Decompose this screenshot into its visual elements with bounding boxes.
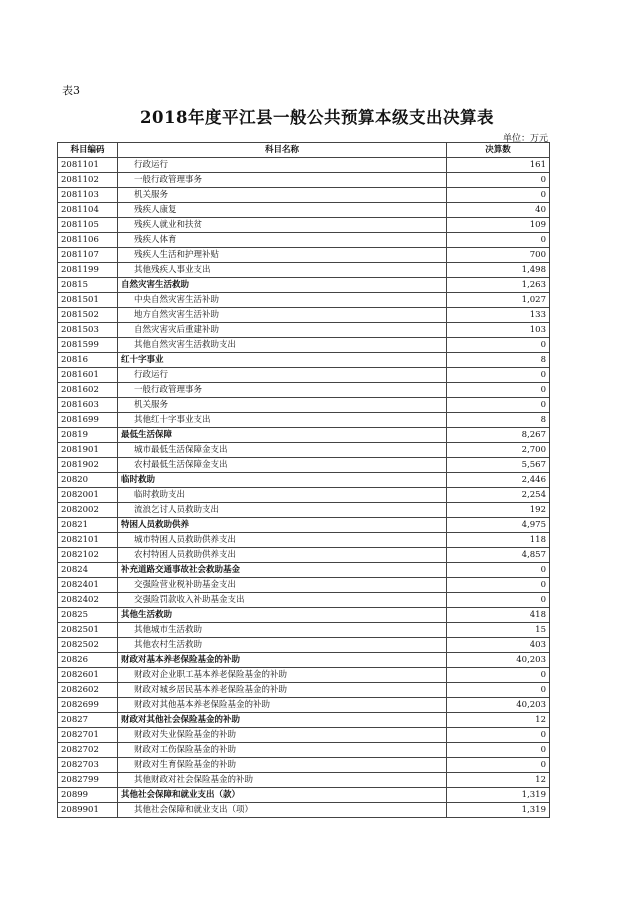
row-code: 2081103: [58, 188, 118, 203]
table-row: [58, 218, 550, 233]
row-code: 20899: [58, 788, 118, 803]
table-body: [58, 158, 550, 818]
row-name: 行政运行: [118, 158, 447, 173]
row-value: 2,700: [447, 443, 550, 458]
table-row: [58, 803, 550, 818]
table-row: [58, 593, 550, 608]
row-value: 8: [447, 413, 550, 428]
table-row: [58, 158, 550, 173]
table-row: [58, 668, 550, 683]
row-value: 0: [447, 578, 550, 593]
table-number-label: 表3: [62, 84, 80, 97]
table-row: [58, 368, 550, 383]
row-value: 0: [447, 683, 550, 698]
row-code: 2081601: [58, 368, 118, 383]
row-name: 其他农村生活救助: [118, 638, 447, 653]
row-code: 20827: [58, 713, 118, 728]
row-code: 2082401: [58, 578, 118, 593]
row-name: 农村最低生活保障金支出: [118, 458, 447, 473]
row-code: 2081902: [58, 458, 118, 473]
row-name: 财政对工伤保险基金的补助: [118, 743, 447, 758]
page-title: 2018年度平江县一般公共预算本级支出决算表: [140, 108, 494, 127]
row-name: 交强险罚款收入补助基金支出: [118, 593, 447, 608]
table-row: [58, 608, 550, 623]
row-value: 0: [447, 338, 550, 353]
row-name: 最低生活保障: [118, 428, 447, 443]
expenditure-table: [57, 142, 550, 818]
table-row: [58, 203, 550, 218]
row-code: 2081503: [58, 323, 118, 338]
table-row: [58, 308, 550, 323]
table-row: [58, 188, 550, 203]
row-code: 2082501: [58, 623, 118, 638]
row-code: 2081502: [58, 308, 118, 323]
row-name: 机关服务: [118, 398, 447, 413]
row-code: 2081106: [58, 233, 118, 248]
row-name: 财政对基本养老保险基金的补助: [118, 653, 447, 668]
table-row: [58, 353, 550, 368]
row-code: 2081107: [58, 248, 118, 263]
row-value: 15: [447, 623, 550, 638]
row-code: 2081603: [58, 398, 118, 413]
table-row: [58, 323, 550, 338]
row-name: 补充道路交通事故社会救助基金: [118, 563, 447, 578]
row-value: 40,203: [447, 653, 550, 668]
unit-label: 单位：万元: [502, 134, 548, 144]
row-code: 2082001: [58, 488, 118, 503]
table-row: [58, 278, 550, 293]
table-row: [58, 458, 550, 473]
row-code: 2082002: [58, 503, 118, 518]
row-code: 2081105: [58, 218, 118, 233]
row-value: 0: [447, 233, 550, 248]
table-row: [58, 503, 550, 518]
row-code: 2082101: [58, 533, 118, 548]
table-row: [58, 173, 550, 188]
row-code: 2081602: [58, 383, 118, 398]
row-name: 其他自然灾害生活救助支出: [118, 338, 447, 353]
row-value: 0: [447, 758, 550, 773]
row-code: 2081501: [58, 293, 118, 308]
table-row: [58, 728, 550, 743]
row-value: 12: [447, 773, 550, 788]
row-code: 2081199: [58, 263, 118, 278]
row-name: 残疾人康复: [118, 203, 447, 218]
table-row: [58, 743, 550, 758]
row-value: 192: [447, 503, 550, 518]
row-value: 1,319: [447, 788, 550, 803]
row-value: 1,027: [447, 293, 550, 308]
row-value: 109: [447, 218, 550, 233]
row-code: 2082702: [58, 743, 118, 758]
row-code: 2081901: [58, 443, 118, 458]
table-row: [58, 773, 550, 788]
row-code: 20820: [58, 473, 118, 488]
row-code: 2082799: [58, 773, 118, 788]
row-value: 0: [447, 173, 550, 188]
table-row: [58, 518, 550, 533]
row-value: 4,857: [447, 548, 550, 563]
table-row: [58, 263, 550, 278]
row-name: 临时救助支出: [118, 488, 447, 503]
table-row: [58, 488, 550, 503]
row-name: 农村特困人员救助供养支出: [118, 548, 447, 563]
row-code: 20816: [58, 353, 118, 368]
row-name: 残疾人就业和扶贫: [118, 218, 447, 233]
row-value: 103: [447, 323, 550, 338]
table-row: [58, 413, 550, 428]
row-value: 0: [447, 188, 550, 203]
row-name: 一般行政管理事务: [118, 173, 447, 188]
row-code: 2082602: [58, 683, 118, 698]
row-value: 40: [447, 203, 550, 218]
row-name: 自然灾害生活救助: [118, 278, 447, 293]
row-value: 418: [447, 608, 550, 623]
row-name: 流浪乞讨人员救助支出: [118, 503, 447, 518]
row-code: 2082502: [58, 638, 118, 653]
table-row: [58, 473, 550, 488]
row-name: 财政对城乡居民基本养老保险基金的补助: [118, 683, 447, 698]
table-row: [58, 338, 550, 353]
row-name: 特困人员救助供养: [118, 518, 447, 533]
row-code: 20824: [58, 563, 118, 578]
row-value: 12: [447, 713, 550, 728]
row-value: 0: [447, 383, 550, 398]
row-value: 0: [447, 593, 550, 608]
row-name: 财政对其他社会保险基金的补助: [118, 713, 447, 728]
row-value: 2,446: [447, 473, 550, 488]
row-name: 城市最低生活保障金支出: [118, 443, 447, 458]
row-code: 2082402: [58, 593, 118, 608]
table-row: [58, 758, 550, 773]
row-code: 2081599: [58, 338, 118, 353]
row-value: 0: [447, 563, 550, 578]
row-code: 20815: [58, 278, 118, 293]
row-value: 8,267: [447, 428, 550, 443]
row-value: 0: [447, 728, 550, 743]
table-row: [58, 683, 550, 698]
row-value: 0: [447, 668, 550, 683]
table-row: [58, 428, 550, 443]
row-name: 城市特困人员救助供养支出: [118, 533, 447, 548]
header-value: 决算数: [447, 143, 550, 158]
row-name: 残疾人生活和护理补贴: [118, 248, 447, 263]
header-code: 科目编码: [58, 143, 118, 158]
row-name: 红十字事业: [118, 353, 447, 368]
row-value: 2,254: [447, 488, 550, 503]
row-name: 行政运行: [118, 368, 447, 383]
row-code: 2089901: [58, 803, 118, 818]
row-value: 118: [447, 533, 550, 548]
row-name: 财政对失业保险基金的补助: [118, 728, 447, 743]
row-name: 临时救助: [118, 473, 447, 488]
row-value: 40,203: [447, 698, 550, 713]
row-name: 其他社会保障和就业支出（款）: [118, 788, 447, 803]
table-row: [58, 638, 550, 653]
table-row: [58, 533, 550, 548]
row-value: 0: [447, 743, 550, 758]
row-name: 其他社会保障和就业支出（项）: [118, 803, 447, 818]
row-name: 其他城市生活救助: [118, 623, 447, 638]
table-row: [58, 398, 550, 413]
table-row: [58, 443, 550, 458]
row-code: 2081102: [58, 173, 118, 188]
row-value: 4,975: [447, 518, 550, 533]
table-row: [58, 713, 550, 728]
row-name: 机关服务: [118, 188, 447, 203]
row-name: 其他财政对社会保险基金的补助: [118, 773, 447, 788]
table-row: [58, 788, 550, 803]
table-row: [58, 383, 550, 398]
row-name: 一般行政管理事务: [118, 383, 447, 398]
row-code: 2081101: [58, 158, 118, 173]
row-code: 2081104: [58, 203, 118, 218]
row-name: 自然灾害灾后重建补助: [118, 323, 447, 338]
table-row: [58, 548, 550, 563]
table-row: [58, 233, 550, 248]
row-name: 其他生活救助: [118, 608, 447, 623]
row-code: 20825: [58, 608, 118, 623]
row-value: 0: [447, 398, 550, 413]
row-name: 财政对生育保险基金的补助: [118, 758, 447, 773]
row-name: 财政对其他基本养老保险基金的补助: [118, 698, 447, 713]
row-name: 其他红十字事业支出: [118, 413, 447, 428]
table-header-row: [58, 143, 550, 158]
row-code: 20821: [58, 518, 118, 533]
row-value: 161: [447, 158, 550, 173]
row-code: 2082703: [58, 758, 118, 773]
row-value: 1,263: [447, 278, 550, 293]
row-value: 403: [447, 638, 550, 653]
row-name: 残疾人体育: [118, 233, 447, 248]
row-value: 133: [447, 308, 550, 323]
table-row: [58, 623, 550, 638]
row-value: 8: [447, 353, 550, 368]
table-row: [58, 698, 550, 713]
row-name: 财政对企业职工基本养老保险基金的补助: [118, 668, 447, 683]
row-code: 2081699: [58, 413, 118, 428]
table-row: [58, 293, 550, 308]
row-value: 0: [447, 368, 550, 383]
row-name: 中央自然灾害生活补助: [118, 293, 447, 308]
row-name: 其他残疾人事业支出: [118, 263, 447, 278]
row-code: 20819: [58, 428, 118, 443]
row-code: 2082701: [58, 728, 118, 743]
row-code: 20826: [58, 653, 118, 668]
row-value: 1,319: [447, 803, 550, 818]
table-row: [58, 563, 550, 578]
row-code: 2082601: [58, 668, 118, 683]
row-code: 2082102: [58, 548, 118, 563]
header-name: 科目名称: [118, 143, 447, 158]
row-value: 5,567: [447, 458, 550, 473]
row-code: 2082699: [58, 698, 118, 713]
table-row: [58, 248, 550, 263]
row-value: 1,498: [447, 263, 550, 278]
row-name: 地方自然灾害生活补助: [118, 308, 447, 323]
row-name: 交强险营业税补助基金支出: [118, 578, 447, 593]
row-value: 700: [447, 248, 550, 263]
table-row: [58, 653, 550, 668]
table-row: [58, 578, 550, 593]
